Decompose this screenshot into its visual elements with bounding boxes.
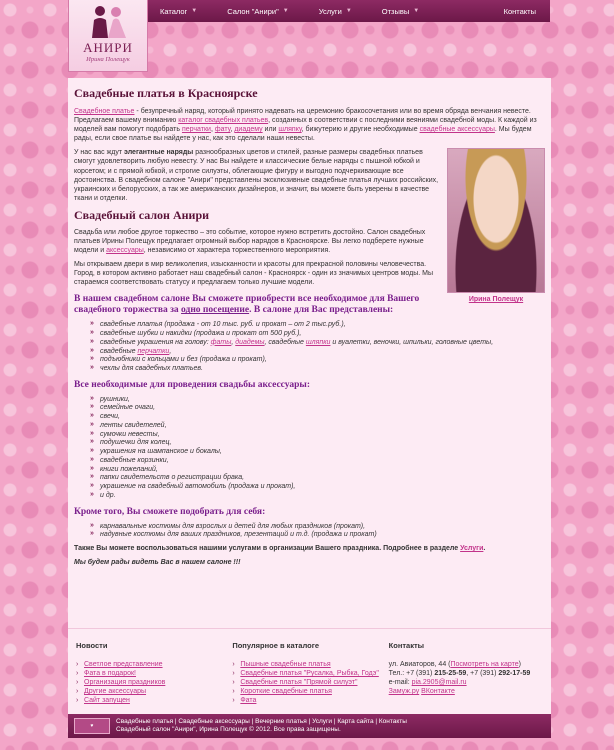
logo-name: АНИРИ [83,40,133,55]
veils-link[interactable]: фаты [210,338,232,346]
closing-text: Мы будем рады видеть Вас в нашем салоне !!! [74,559,241,567]
list-item: » чехлы для свадебных платьев. [90,365,545,374]
news-link[interactable]: › Светлое представление [76,660,232,669]
copyright: Свадебный салон "Анири", Ирина Полещук © 2012. Все права защищены. [116,726,341,733]
footer-popular [232,641,388,714]
tiaras-link[interactable]: диадемы [235,338,265,346]
nav-label: Услуги [318,6,342,16]
nav-item-services[interactable] [319,7,352,16]
chevron-down-icon: ▼ [191,8,198,14]
contacts-email: e-mail: pia.2905@mail.ru [388,679,467,687]
couple-icon [69,4,147,38]
contacts-address: ул. Авиаторов, 44 (Посмотреть на карте) [388,661,521,668]
chevron-down-icon: ▼ [282,8,289,14]
news-link[interactable]: › Организация праздников [76,678,232,687]
owner-name-link[interactable]: Ирина Полещук [468,296,524,304]
footer-news-title: Новости [76,641,108,650]
bottom-bar [68,714,551,738]
accessories-inline-link[interactable]: аксессуары [106,247,144,255]
list-item: » сумочки невесты, [90,431,545,440]
news-link[interactable]: › Сайт запущен [76,696,232,705]
veil-link[interactable]: фату [214,126,231,134]
contacts-social [389,687,545,696]
hats-link[interactable]: шляпки [305,338,331,346]
services-paragraph: Также Вы можете воспользоваться нашими услугами в организации Вашего праздника. Подробнее в разделе Услуги. [74,545,486,552]
main-content [68,78,551,628]
list-item: » свечи, [90,413,545,422]
catalog-link[interactable]: каталог свадебных платьев [178,117,269,125]
map-link[interactable]: Посмотреть на карте [450,661,519,668]
nav-label: Отзывы [381,6,410,16]
wedding-dress-link[interactable]: Свадебное платье [74,108,135,115]
list-item: » свадебные перчатки, [90,348,545,357]
footer-contacts-title: Контакты [388,641,425,650]
page-title: Свадебные платья в Красноярске [74,86,258,100]
list-item: » рушники, [90,396,545,405]
nav-item-reviews[interactable] [382,7,419,16]
logo-subtitle: Ирина Полещук [86,56,130,63]
list-item: » украшение на свадебный автомобиль (продажа и прокат), [90,483,545,492]
list-item: » подушечки для колец, [90,439,545,448]
nav-label: Каталог [160,6,188,16]
intro-paragraph: Свадебное платье - безупречный наряд, который принято надевать на церемонию бракосочетания или во время обряда венчания невесте. Предлагаем вашему вниманию каталог свадебных платьев, созданных в соответствии с последними веяниями свадебной моды. К каждой из моделей вам помогут подобрать перчатки, фату, диадему или шляпку, бижутерию и другие необходимые свадебные аксессуары. Мы будем рады, если свое платье вы найдете у нас, как это сделали наши невесты. [74,108,537,143]
popular-link[interactable]: › Короткие свадебные платья [232,687,388,696]
list-item: » подъюбники с кольцами и без (продажа и прокат), [90,356,545,365]
welcome-paragraph: Мы открываем двери в мир великолепия, изысканности и красоты для прекрасной половины человечества. Город, в котором активно работает наш свадебный салон - Красноярск - один из значимых центров моды. Мы стараемся соответствовать статусу и предлагаем только лучшие модели. [74,261,434,287]
list-item: » семейные очаги, [90,404,545,413]
list-item: » свадебные платья (продажа - от 10 тыс. руб. и прокат – от 2 тыс.руб.), [90,321,545,330]
list-item: » и др. [90,492,545,501]
chevron-down-icon: ▼ [413,8,420,14]
list-item: » украшения на шампанское и бокалы, [90,448,545,457]
footer-popular-title: Популярное в каталоге [232,641,319,650]
news-link[interactable]: › Другие аксессуары [76,687,232,696]
list-item: » надувные костюмы для ваших праздников, презентаций и т.д. (продажа и прокат) [90,531,545,540]
vkontakte-link[interactable]: ВКонтакте [421,688,455,696]
popular-link[interactable]: › Пышные свадебные платья [232,660,388,669]
email-link[interactable]: pia.2905@mail.ru [411,679,467,687]
owner-photo[interactable] [447,148,545,293]
salon-heading: Свадебный салон Анири [74,207,210,222]
hat-link[interactable]: шляпку [278,126,302,134]
contacts-phone: Тел.: +7 (391) 215-25-59, +7 (391) 292-17-59 [388,670,531,678]
list-item: » папки свидетельств о регистрации брака, [90,474,545,483]
list-item: » свадебные шубки и накидки (продажа и прокат от 500 руб.), [90,330,545,339]
popular-link[interactable]: › Фата [232,696,388,705]
gloves-list-link[interactable]: перчатки [137,347,170,355]
services-link[interactable]: Услуги [460,545,484,552]
accessories-heading: Все необходимые для проведения свадьбы аксессуары: [74,379,311,390]
footer-contacts [389,641,545,714]
popular-link[interactable]: › Свадебные платья "Русалка, Рыбка, Годэ" [232,669,388,678]
list-item: » свадебные украшения на голову: фаты, диадемы, свадебные шляпки и вуалетки, веночки, шпильки, головные цветы, [90,339,545,348]
site-logo[interactable] [68,0,148,72]
owner-photo-box [447,148,545,303]
news-link[interactable]: › Фата в подарок! [76,669,232,678]
top-navigation [148,0,550,22]
costumes-heading: Кроме того, Вы сможете подобрать для себя: [74,506,266,517]
nav-item-contacts[interactable]: Контакты [503,6,536,16]
accessories-link[interactable]: свадебные аксессуары [419,126,495,134]
accessories-list [90,396,545,501]
nav-item-salon[interactable] [227,7,289,16]
list-item: » карнавальные костюмы для взрослых и детей для любых праздников (прокат), [90,523,545,532]
dresses-paragraph: У нас вас ждут элегантные наряды разнообразных цветов и стилей, разные размеры свадебных платьев смогут удовлетворить любую невесту. У нас Вы найдете и классические белые наряды с пышной юбкой и корсетом; и с прямой юбкой, и строгие силуэты, облегающие фигуру и выгодно подчеркивающие все достоинства. В свадебном салоне "Анири" представлены эксклюзивные свадебные платья лучших российских, украинских и белорусских, а так же американских дизайнеров, и значит, вы можете быть уверены в качестве ткани и отделки. [74,149,439,202]
salon-paragraph: Свадьба или любое другое торжество – это событие, которое нужно встретить достойно. Салон свадебных платьев Ирины Полещук предлагает огромный выбор нарядов в Красноярске. Вы легко подберете нужные модели и аксессуары, независимо от характера торжественного мероприятия. [74,228,426,255]
bottom-text [116,718,407,735]
gloves-link[interactable]: перчатки [181,126,211,134]
list-item: » ленты свидетелей, [90,422,545,431]
tiara-link[interactable]: диадему [234,126,263,134]
mini-logo-icon[interactable]: ♥ [74,718,110,734]
zamuzh-link[interactable]: Замуж.ру [388,688,420,696]
bottom-links[interactable]: Свадебные платья | Свадебные аксессуары | Вечерние платья | Услуги | Карта сайта | Контакты [116,717,407,725]
costumes-list [90,523,545,541]
list-item: » свадебные корзинки, [90,457,545,466]
footer-news [76,641,232,714]
chevron-down-icon: ▼ [345,8,352,14]
salon-offer-list [90,321,545,374]
list-item: » книги пожеланий, [90,466,545,475]
nav-item-catalog[interactable] [160,7,197,16]
footer [68,628,551,714]
popular-link[interactable]: › Свадебные платья "Прямой силуэт" [232,678,388,687]
one-visit-heading: В нашем свадебном салоне Вы сможете приобрести все необходимое для Вашего свадебного торжества за одно посещение. В салоне для Вас представлены: [74,293,420,316]
nav-label: Салон "Анири" [227,6,279,16]
